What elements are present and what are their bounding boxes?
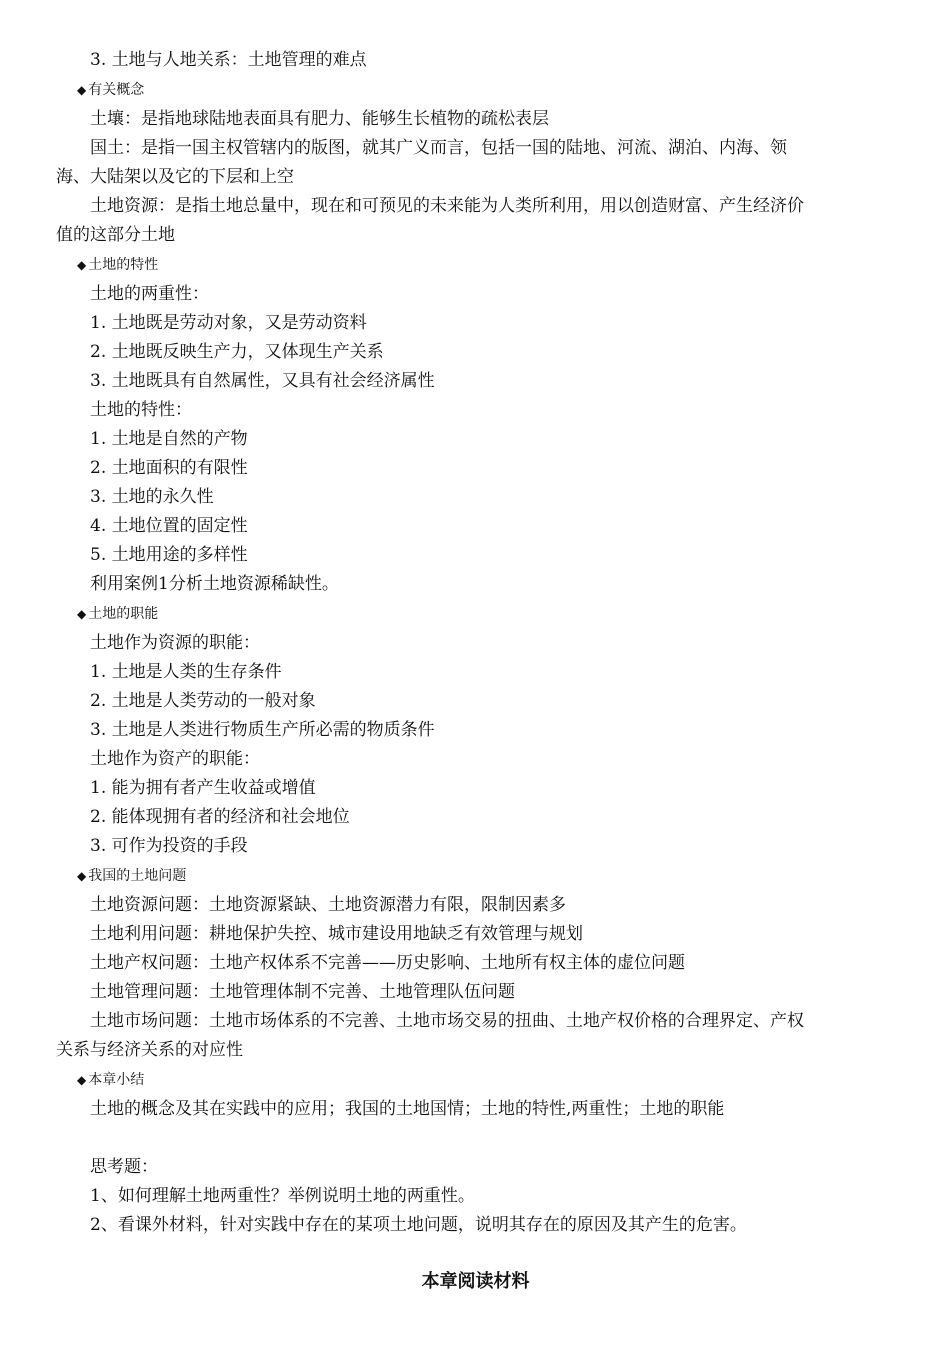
diamond-bullet-icon: ◆ bbox=[77, 869, 87, 883]
text-line: 海、大陆架以及它的下层和上空 bbox=[56, 167, 294, 187]
section-heading-label: 土地的特性 bbox=[88, 257, 159, 273]
section-heading-label: 本章小结 bbox=[88, 1072, 145, 1088]
section-heading-label: 有关概念 bbox=[88, 82, 145, 98]
text-line: 土地资源：是指土地总量中，现在和可预见的未来能为人类所利用，用以创造财富、产生经济价 bbox=[90, 196, 804, 216]
text-line: 土地的特性： bbox=[90, 400, 192, 420]
text-line: 土地作为资源的职能： bbox=[90, 633, 260, 653]
list-item: 1. 土地是自然的产物 bbox=[90, 429, 248, 449]
list-item: 3. 可作为投资的手段 bbox=[90, 836, 248, 856]
diamond-bullet-icon: ◆ bbox=[77, 258, 87, 272]
reading-material-title: 本章阅读材料 bbox=[421, 1271, 530, 1292]
list-item: 1. 土地既是劳动对象，又是劳动资料 bbox=[90, 313, 367, 333]
list-item: 3. 土地既具有自然属性，又具有社会经济属性 bbox=[90, 371, 435, 391]
diamond-bullet-icon: ◆ bbox=[77, 607, 87, 621]
text-line: 土地的两重性： bbox=[90, 284, 209, 304]
section-heading bbox=[77, 255, 158, 275]
text-line: 土地的概念及其在实践中的应用；我国的土地国情；土地的特性,两重性；土地的职能 bbox=[90, 1099, 725, 1119]
text-line: 土地市场问题：土地市场体系的不完善、土地市场交易的扭曲、土地产权价格的合理界定、产权 bbox=[90, 1011, 804, 1031]
list-item: 4. 土地位置的固定性 bbox=[90, 516, 248, 536]
text-line: 土地作为资产的职能： bbox=[90, 749, 260, 769]
text-line: 利用案例1分析土地资源稀缺性。 bbox=[90, 574, 339, 594]
section-heading bbox=[77, 80, 144, 100]
list-item: 1、如何理解土地两重性？举例说明土地的两重性。 bbox=[90, 1186, 475, 1206]
list-item: 3. 土地的永久性 bbox=[90, 487, 214, 507]
list-item: 2、看课外材料，针对实践中存在的某项土地问题，说明其存在的原因及其产生的危害。 bbox=[90, 1215, 747, 1235]
text-line: 国土：是指一国主权管辖内的版图，就其广义而言，包括一国的陆地、河流、湖泊、内海、领 bbox=[90, 138, 787, 158]
section-heading bbox=[77, 604, 158, 624]
list-item: 1. 土地是人类的生存条件 bbox=[90, 662, 282, 682]
list-item: 2. 土地是人类劳动的一般对象 bbox=[90, 691, 316, 711]
text-line: 土壤：是指地球陆地表面具有肥力、能够生长植物的疏松表层 bbox=[90, 109, 549, 129]
text-line: 土地产权问题：土地产权体系不完善——历史影响、土地所有权主体的虚位问题 bbox=[90, 953, 685, 973]
text-line: 土地资源问题：土地资源紧缺、土地资源潜力有限，限制因素多 bbox=[90, 895, 566, 915]
text-line: 关系与经济关系的对应性 bbox=[56, 1040, 243, 1060]
section-heading-label: 我国的土地问题 bbox=[88, 868, 187, 884]
list-item: 3. 土地是人类进行物质生产所必需的物质条件 bbox=[90, 720, 435, 740]
text-line: 思考题： bbox=[90, 1157, 158, 1177]
text-line: 土地管理问题：土地管理体制不完善、土地管理队伍问题 bbox=[90, 982, 515, 1002]
diamond-bullet-icon: ◆ bbox=[77, 83, 87, 97]
list-item: 2. 土地既反映生产力，又体现生产关系 bbox=[90, 342, 384, 362]
section-heading bbox=[77, 1070, 144, 1090]
text-line: 土地利用问题：耕地保护失控、城市建设用地缺乏有效管理与规划 bbox=[90, 924, 583, 944]
list-item: 1. 能为拥有者产生收益或增值 bbox=[90, 778, 316, 798]
diamond-bullet-icon: ◆ bbox=[77, 1073, 87, 1087]
list-item: 2. 土地面积的有限性 bbox=[90, 458, 248, 478]
text-line: 值的这部分土地 bbox=[56, 225, 175, 245]
list-item: 2. 能体现拥有者的经济和社会地位 bbox=[90, 807, 350, 827]
list-item: 5. 土地用途的多样性 bbox=[90, 545, 248, 565]
section-heading bbox=[77, 866, 186, 886]
section-heading-label: 土地的职能 bbox=[88, 606, 159, 622]
text-line: 3. 土地与人地关系：土地管理的难点 bbox=[90, 50, 367, 70]
